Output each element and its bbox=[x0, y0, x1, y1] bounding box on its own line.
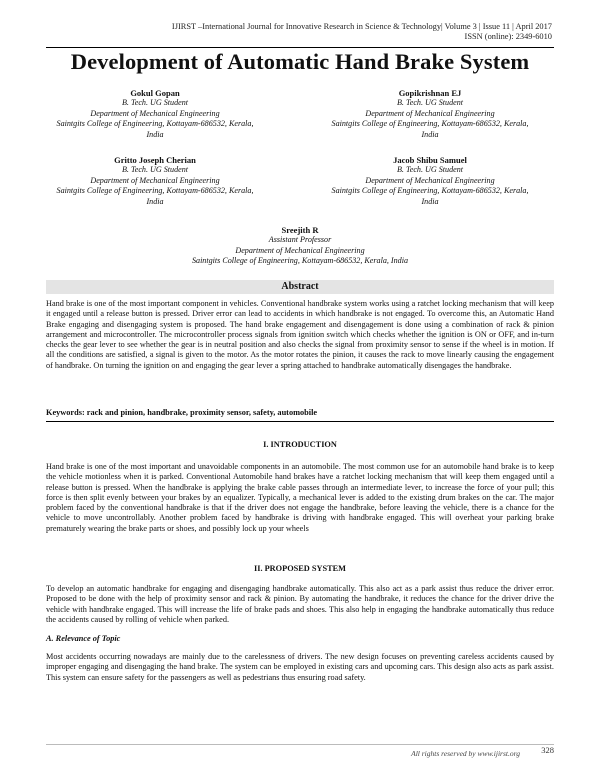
author-dept: Department of Mechanical Engineering bbox=[365, 108, 495, 118]
author-role: B. Tech. UG Student bbox=[396, 98, 464, 108]
author-country: India bbox=[146, 129, 164, 139]
author-dept: Department of Mechanical Engineering bbox=[90, 175, 220, 185]
author-college: Saintgits College of Engineering, Kottayam-686532, Kerala, India bbox=[191, 256, 409, 266]
author-country: India bbox=[146, 196, 164, 206]
author-role: B. Tech. UG Student bbox=[121, 165, 189, 175]
author-dept: Department of Mechanical Engineering bbox=[235, 245, 365, 255]
author-name: Jacob Shibu Samuel bbox=[393, 155, 467, 165]
author-block bbox=[30, 88, 280, 140]
author-college: Saintgits College of Engineering, Kottayam-686532, Kerala, bbox=[331, 119, 529, 129]
author-name: Gopikrishnan EJ bbox=[398, 88, 462, 98]
author-dept: Department of Mechanical Engineering bbox=[90, 108, 220, 118]
keywords: Keywords: rack and pinion, handbrake, proximity sensor, safety, automobile bbox=[46, 408, 318, 417]
author-block bbox=[305, 155, 555, 207]
journal-line: IJIRST –International Journal for Innovative Research in Science & Technology| Volume 3 | Issue 11 | April 2017 bbox=[171, 22, 552, 31]
author-role: B. Tech. UG Student bbox=[121, 98, 189, 108]
abstract-heading: Abstract bbox=[46, 280, 554, 294]
journal-header bbox=[172, 22, 552, 42]
author-college: Saintgits College of Engineering, Kottayam-686532, Kerala, bbox=[56, 186, 254, 196]
author-dept: Department of Mechanical Engineering bbox=[365, 175, 495, 185]
author-role: Assistant Professor bbox=[268, 235, 332, 245]
proposed-system-text: To develop an automatic handbrake for engaging and disengaging handbrake automatically. This also act as a park assist thus reduce the driver error. Proposed to be done with the help of proximity sensor and rack & pinion. By automating the handbrake, it reduces the chance for the driver drive the vehicle with handbrake engaged. This will increase the life of brake pads and shoes. This also help in engaging the handbrake automatically thus reduce the accidents caused by rolling of vehicle when parked. bbox=[46, 584, 554, 624]
author-college: Saintgits College of Engineering, Kottayam-686532, Kerala, bbox=[56, 119, 254, 129]
author-name: Gritto Joseph Cherian bbox=[114, 155, 196, 165]
section-heading-introduction: I. INTRODUCTION bbox=[263, 440, 337, 449]
relevance-text: Most accidents occurring nowadays are mainly due to the carelessness of drivers. The new design focuses on preventing careless accidents caused by improper engaging and disengaging the hand brake. The system can be employed in existing cars and upcoming cars. This design also acts as park assist. This system can ensure safety for the passengers as well as pedestrians thus ensuring road safety. bbox=[46, 652, 554, 682]
author-block bbox=[30, 155, 280, 207]
author-block bbox=[305, 88, 555, 140]
introduction-text: Hand brake is one of the most important and unavoidable components in an automobile. The most common use for an automobile hand brake is to keep the vehicle motionless when it is parked. Conventional Automobile hand brakes have a ratchet locking mechanism that will keep them engaged until a release button is pressed. When the handbrake is applying the brake cable passes through an intermediate lever, to increase the force of your pull; this force is then split evenly between your brakes by an equalizer. Typically, a mechanical lever is added to the existing drum brakes on the car. The major problem faced by the conventional handbrake is that if the driver does not engage the handbrake, before leaving the vehicle, there is a chance for the vehicle to move uncontrollably. Another problem faced by handbrake is driving with handbrake engaged. This will overheat your parking brake prematurely wearing the brake parts or shoes, and possibly lock up your wheels bbox=[46, 462, 554, 533]
title-rule bbox=[46, 47, 554, 48]
subsection-heading-relevance: A. Relevance of Topic bbox=[46, 634, 121, 643]
author-country: India bbox=[421, 129, 439, 139]
author-name: Gokul Gopan bbox=[130, 88, 180, 98]
abstract-text: Hand brake is one of the most important component in vehicles. Conventional handbrake system works using a ratchet locking mechanism that will keep it engaged until a release button is pressed. Driver error can lead to accidents in which handbrake is not engaged. To overcome this, an Automatic Hand Brake engaging and disengaging system is proposed. The hand brake engagement and disengagement is done using a combination of rack & pinion arrangement and microcontroller. The microcontroller process signals from ignition switch which checks whether the ignition is ON or OFF, and in-turn checks the gear lever to see whether the gear is in neutral position and also checks the signal from proximity sensor to sense if the wheel is in motion. If all the conditions are satisfied, a signal is given to the motor. As the motor rotates the pinion, it causes the rack to move linearly causing the engagement of handbrake. On turning the ignition on and engaging the gear lever a spring attached to handbrake automatically disengages the handbrake. bbox=[46, 299, 554, 370]
paper-title: Development of Automatic Hand Brake System bbox=[70, 49, 530, 74]
author-block bbox=[125, 225, 475, 267]
author-role: B. Tech. UG Student bbox=[396, 165, 464, 175]
footer-rule bbox=[46, 744, 554, 745]
issn-line: ISSN (online): 2349-6010 bbox=[464, 32, 552, 41]
keywords-rule bbox=[46, 421, 554, 422]
author-country: India bbox=[421, 196, 439, 206]
author-college: Saintgits College of Engineering, Kottayam-686532, Kerala, bbox=[331, 186, 529, 196]
section-heading-proposed-system: II. PROPOSED SYSTEM bbox=[254, 564, 346, 573]
author-name: Sreejith R bbox=[281, 225, 319, 235]
page-number: 328 bbox=[541, 745, 554, 755]
footer-rights: All rights reserved by www.ijirst.org bbox=[411, 749, 520, 758]
